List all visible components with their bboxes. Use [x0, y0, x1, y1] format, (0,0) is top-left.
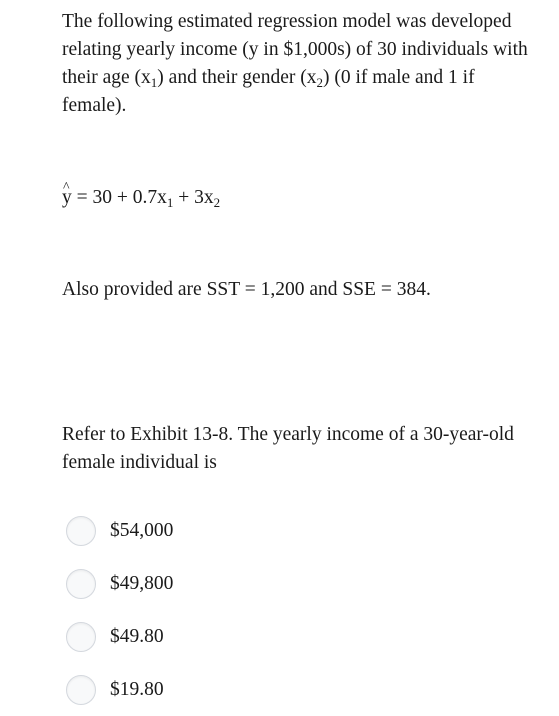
answer-label: $49,800 — [110, 572, 174, 594]
intro-text-1: The following estimated regression model was developed relating yearly income (y in $1,000s) of 30 individuals with their age (x — [62, 11, 528, 88]
answer-option-1[interactable] — [66, 504, 173, 557]
answer-label: $54,000 — [110, 519, 174, 541]
intro-text-2: ) and their gender (x — [157, 67, 317, 88]
radio-button[interactable] — [66, 516, 96, 546]
intro-subscript-2: 2 — [316, 75, 323, 90]
answer-label: $49.80 — [110, 625, 164, 647]
intro-subscript-1: 1 — [150, 75, 158, 90]
provided-statistics: Also provided are SST = 1,200 and SSE = 384. — [62, 279, 431, 300]
equation-text-1: = 30 + 0.7x — [71, 187, 167, 208]
equation-subscript-1: 1 — [166, 195, 174, 210]
problem-intro — [62, 8, 532, 120]
answer-label: $19.80 — [110, 678, 164, 700]
radio-button[interactable] — [66, 675, 96, 705]
intro-text-3: ) (0 if male and 1 if female). — [62, 67, 475, 116]
question-text: Refer to Exhibit 13-8. The yearly income of a 30-year-old female individual is — [62, 424, 514, 473]
regression-equation — [62, 184, 532, 212]
answer-option-4[interactable] — [66, 663, 173, 716]
answer-options — [66, 504, 173, 716]
radio-button[interactable] — [66, 569, 96, 599]
radio-button[interactable] — [66, 622, 96, 652]
answer-option-2[interactable] — [66, 557, 173, 610]
answer-option-3[interactable] — [66, 610, 173, 663]
equation-subscript-2: 2 — [213, 195, 221, 210]
equation-text-2: + 3x — [173, 187, 214, 208]
y-hat-symbol: ^ y — [62, 184, 72, 212]
